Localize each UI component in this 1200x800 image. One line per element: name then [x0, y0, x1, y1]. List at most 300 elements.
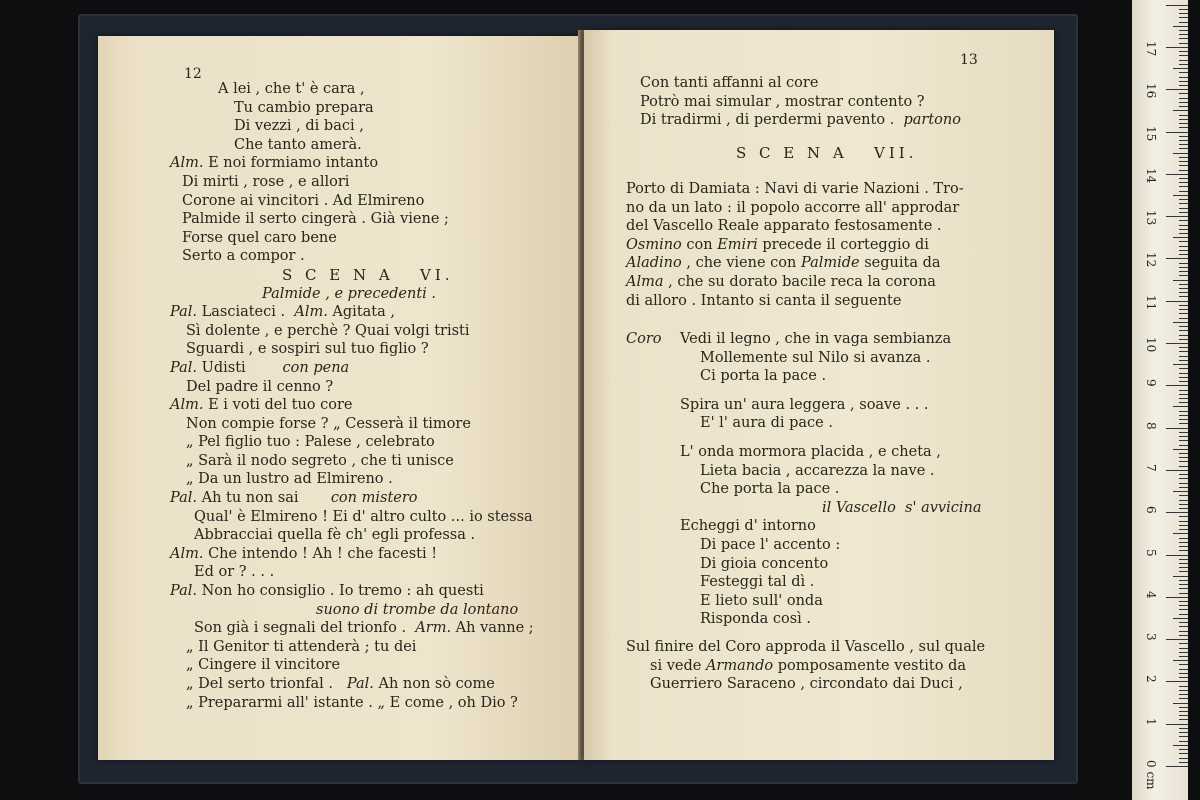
text-line — [218, 80, 534, 99]
left-page — [98, 36, 580, 760]
ruler-tick — [1179, 347, 1188, 348]
text-line — [182, 210, 534, 229]
ruler-tick — [1173, 491, 1188, 492]
speaker-name: Pal. — [170, 359, 197, 376]
ruler-tick — [1173, 322, 1188, 323]
verse-text: Mollemente sul Nilo si avanza . — [700, 349, 931, 366]
verse-text: Guerriero Saraceno , circondato dai Duci , — [650, 676, 963, 693]
ruler-tick — [1179, 677, 1188, 678]
text-line — [194, 526, 534, 545]
text-line — [700, 462, 981, 481]
ruler-tick — [1179, 601, 1188, 602]
verse-text: Corone ai vincitori . Ad Elmireno — [182, 192, 425, 209]
ruler-tick — [1179, 707, 1188, 708]
text-line — [182, 229, 534, 248]
ruler-tick — [1179, 753, 1188, 754]
verse-text: , che su dorato bacile reca la corona — [663, 273, 936, 290]
ruler-tick — [1166, 428, 1188, 429]
ruler-tick — [1179, 241, 1188, 242]
ruler-tick — [1179, 43, 1188, 44]
ruler-tick — [1179, 288, 1188, 289]
ruler-tick — [1179, 51, 1188, 52]
ruler-tick — [1166, 132, 1188, 133]
verse-text: Vedi il legno , che in vaga sembianza — [680, 331, 952, 347]
text-line — [700, 367, 981, 386]
ruler-tick — [1179, 250, 1188, 251]
text-line — [186, 452, 534, 471]
ruler-number: 12 — [1144, 252, 1158, 268]
verse-text: di alloro . Intanto si canta il seguente — [626, 292, 902, 309]
ruler-tick — [1179, 330, 1188, 331]
ruler-tick — [1173, 745, 1188, 746]
verse-text: Del padre il cenno ? — [186, 378, 334, 395]
speaker-name: Pal. — [346, 676, 374, 692]
text-line — [170, 582, 534, 601]
verse-text: Di vezzi , di baci , — [234, 118, 364, 135]
ruler-tick — [1179, 673, 1188, 674]
text-line — [170, 359, 534, 378]
stage-note: con mistero — [330, 490, 418, 507]
text-line — [626, 254, 964, 273]
text-line — [234, 99, 534, 118]
ruler-number: 14 — [1144, 167, 1158, 184]
ruler-tick — [1179, 614, 1188, 615]
ruler-tick — [1179, 546, 1188, 547]
ruler-number: 11 — [1144, 294, 1158, 310]
ruler-tick — [1179, 351, 1188, 352]
verse-text: Risponda così . — [700, 611, 812, 628]
verse-text: Non compie forse ? „ Cesserà il timore — [186, 415, 471, 432]
left-page-text — [170, 80, 534, 712]
ruler-tick — [1173, 153, 1188, 154]
ruler-tick — [1179, 656, 1188, 657]
ruler-tick — [1179, 504, 1188, 505]
verse-text: seguita da — [859, 255, 941, 272]
ruler-number: 7 — [1144, 463, 1158, 472]
chorus-label: Coro — [626, 331, 662, 347]
ruler-tick — [1179, 550, 1188, 551]
ruler-number: 15 — [1144, 125, 1158, 141]
ruler-tick — [1166, 385, 1188, 386]
ruler-tick — [1179, 98, 1188, 99]
text-line — [626, 236, 964, 255]
stage-direction — [626, 180, 964, 310]
ruler-tick — [1179, 148, 1188, 149]
verse-text: Di tradirmi , di perdermi pavento . — [640, 112, 904, 129]
verse-text: E i voti del tuo core — [203, 397, 353, 414]
ruler-tick — [1179, 571, 1188, 572]
ruler-tick — [1166, 343, 1188, 344]
ruler-tick — [1166, 766, 1188, 767]
text-line — [186, 433, 534, 452]
ruler-tick — [1179, 34, 1188, 35]
ruler-tick — [1179, 669, 1188, 670]
text-line — [194, 508, 534, 527]
ruler-number: 0 cm — [1144, 760, 1158, 790]
ruler-tick — [1166, 681, 1188, 682]
speaker-name: Alm. — [294, 304, 328, 321]
ruler-tick — [1179, 394, 1188, 395]
ruler-tick — [1179, 715, 1188, 716]
verse-text: „ Sarà il nodo segreto , che ti unisce — [186, 452, 454, 469]
ruler-tick — [1179, 38, 1188, 39]
text-line — [182, 173, 534, 192]
verse-text: Porto di Damiata : Navi di varie Nazioni . Tro- — [626, 181, 964, 197]
text-line — [186, 694, 534, 713]
ruler-tick — [1179, 483, 1188, 484]
ruler-number: 3 — [1144, 633, 1158, 641]
text-line — [170, 303, 534, 322]
ruler-tick — [1179, 246, 1188, 247]
ruler-tick — [1179, 296, 1188, 297]
text-line — [282, 266, 534, 285]
ruler-tick — [1179, 461, 1188, 462]
ruler-tick — [1179, 13, 1188, 14]
verse-text: A lei , che t' è cara , — [218, 81, 365, 97]
text-line — [680, 443, 981, 462]
ruler-tick — [1166, 301, 1188, 302]
ruler-tick — [1179, 263, 1188, 264]
text-line — [700, 610, 981, 629]
verse-text: „ Pel figlio tuo : Palese , celebrato — [186, 434, 435, 451]
ruler-tick — [1173, 110, 1188, 111]
ruler-tick — [1179, 326, 1188, 327]
character-name: Armando — [705, 657, 774, 674]
ruler-tick — [1179, 373, 1188, 374]
verse-text: Potrò mai simular , mostrar contento ? — [640, 93, 925, 110]
verse-text: del Vascello Reale apparato festosamente . — [626, 218, 942, 235]
speaker-name: Pal. — [170, 583, 197, 600]
ruler-tick — [1173, 576, 1188, 577]
character-name: Osmino — [626, 236, 682, 253]
ruler-tick — [1173, 533, 1188, 534]
text-line — [640, 74, 961, 93]
verse-text: Di gioia concento — [700, 555, 829, 572]
text-line — [650, 657, 985, 676]
verse-text: Sguardi , e sospiri sul tuo figlio ? — [186, 341, 429, 358]
ruler-tick — [1179, 119, 1188, 120]
verse-text: Ed or ? . . . — [194, 564, 275, 581]
ruler-tick — [1179, 199, 1188, 200]
ruler-tick — [1166, 174, 1188, 175]
speaker-name: Pal. — [170, 490, 197, 507]
ruler-tick — [1166, 47, 1188, 48]
verse-text: Lieta bacia , accarezza la nave . — [700, 462, 935, 479]
ruler-tick — [1179, 732, 1188, 733]
text-line — [700, 592, 981, 611]
ruler-number: 9 — [1144, 379, 1158, 387]
speaker-name: Pal. — [170, 304, 197, 321]
ruler-tick — [1179, 157, 1188, 158]
ruler-tick — [1179, 93, 1188, 94]
verse-text: Che intendo ! Ah ! che facesti ! — [203, 545, 438, 562]
verse-text: Ah non sò come — [373, 676, 495, 692]
verse-text: Sì dolente , e perchè ? Quai volgi tristi — [186, 322, 470, 339]
ruler-tick — [1179, 529, 1188, 530]
text-line — [316, 601, 534, 620]
verse-text: , che viene con — [681, 255, 801, 272]
ruler-tick — [1166, 639, 1188, 640]
verse-text: Ah tu non sai — [197, 490, 331, 507]
ruler-tick — [1173, 703, 1188, 704]
verse-text: Palmide , e precedenti . — [262, 285, 437, 302]
ruler-tick — [1179, 440, 1188, 441]
ruler-tick — [1179, 267, 1188, 268]
ruler-tick — [1179, 123, 1188, 124]
ruler-tick — [1166, 555, 1188, 556]
ruler-tick — [1179, 60, 1188, 61]
text-line — [700, 480, 981, 499]
text-line — [262, 285, 534, 304]
page-number-right: 13 — [960, 52, 978, 68]
verse-text: „ Da un lustro ad Elmireno . — [186, 471, 393, 488]
ruler-tick — [1179, 30, 1188, 31]
ruler-tick — [1179, 402, 1188, 403]
stage-note: con pena — [282, 359, 350, 376]
text-line — [700, 349, 981, 368]
ruler-tick — [1166, 470, 1188, 471]
ruler-tick — [1179, 305, 1188, 306]
verse-text: E noi formiamo intanto — [203, 155, 379, 172]
ruler-tick — [1173, 280, 1188, 281]
ruler-tick — [1179, 254, 1188, 255]
ruler-tick — [1179, 339, 1188, 340]
closing-stage-direction — [626, 638, 985, 694]
ruler-tick — [1179, 182, 1188, 183]
verse-text: Festeggi tal dì . — [700, 574, 815, 591]
text-line — [680, 330, 981, 349]
ruler-tick — [1166, 89, 1188, 90]
ruler-tick — [1179, 457, 1188, 458]
ruler-tick — [1179, 360, 1188, 361]
ruler-tick — [1166, 724, 1188, 725]
verse-text: Ah vanne ; — [451, 620, 534, 637]
ruler-tick — [1179, 626, 1188, 627]
ruler-number: 8 — [1144, 421, 1158, 430]
verse-text: precede il corteggio di — [757, 236, 929, 253]
ruler-tick — [1179, 127, 1188, 128]
speaker-name: Alm. — [170, 397, 204, 414]
ruler-tick — [1179, 453, 1188, 454]
ruler-tick — [1179, 381, 1188, 382]
right-page — [584, 30, 1054, 760]
ruler-tick — [1173, 618, 1188, 619]
ruler-tick — [1179, 652, 1188, 653]
ruler-tick — [1179, 17, 1188, 18]
text-line — [194, 619, 534, 638]
ruler-tick — [1179, 741, 1188, 742]
text-line — [186, 470, 534, 489]
ruler-tick — [1179, 292, 1188, 293]
ruler-tick — [1179, 275, 1188, 276]
text-line — [640, 93, 961, 112]
ruler-tick — [1179, 478, 1188, 479]
ruler-tick — [1179, 694, 1188, 695]
ruler-tick — [1179, 411, 1188, 412]
ruler-tick — [1179, 161, 1188, 162]
ruler-tick — [1173, 26, 1188, 27]
ruler-tick — [1179, 500, 1188, 501]
ruler-tick — [1179, 220, 1188, 221]
text-line — [626, 199, 964, 218]
page-number-left: 12 — [184, 66, 202, 82]
ruler-tick — [1179, 521, 1188, 522]
verse-text: Ci porta la pace . — [700, 368, 827, 385]
verse-text: „ Cingere il vincitore — [186, 657, 341, 674]
ruler-tick — [1179, 178, 1188, 179]
ruler-number: 16 — [1144, 83, 1158, 99]
verse-text: Lasciateci . — [197, 304, 295, 321]
measuring-ruler — [1132, 0, 1188, 800]
speaker-name: Alm. — [170, 155, 204, 172]
ruler-tick — [1179, 140, 1188, 141]
verse-text: Che tanto amerà. — [234, 136, 362, 153]
verse-text: Serto a compor . — [182, 248, 305, 265]
ruler-number: 6 — [1144, 506, 1158, 514]
ruler-tick — [1179, 436, 1188, 437]
text-line — [170, 489, 534, 508]
text-line — [700, 555, 981, 574]
ruler-tick — [1179, 567, 1188, 568]
verse-text: Tu cambio prepara — [234, 99, 374, 116]
text-line — [186, 340, 534, 359]
ruler-tick — [1179, 711, 1188, 712]
ruler-tick — [1179, 368, 1188, 369]
ruler-tick — [1179, 762, 1188, 763]
ruler-tick — [1179, 72, 1188, 73]
verse-text: Agitata , — [327, 304, 395, 321]
ruler-tick — [1179, 81, 1188, 82]
ruler-tick — [1166, 5, 1188, 6]
ruler-tick — [1179, 749, 1188, 750]
text-line — [700, 573, 981, 592]
verse-text: Con tanti affanni al core — [640, 75, 819, 91]
ruler-tick — [1179, 144, 1188, 145]
ruler-tick — [1179, 136, 1188, 137]
verse-text: Che porta la pace . — [700, 481, 840, 498]
ruler-tick — [1179, 377, 1188, 378]
ruler-tick — [1179, 495, 1188, 496]
ruler-tick — [1179, 686, 1188, 687]
ruler-number: 10 — [1144, 337, 1158, 353]
verse-text: Sul finire del Coro approda il Vascello , sul quale — [626, 639, 986, 655]
verse-text: „ Del serto trionfal . — [186, 676, 347, 692]
ruler-tick — [1179, 728, 1188, 729]
ruler-tick — [1179, 643, 1188, 644]
character-name: Alma — [626, 273, 664, 290]
ruler-tick — [1179, 9, 1188, 10]
ruler-tick — [1179, 212, 1188, 213]
ruler-tick — [1179, 563, 1188, 564]
ruler-tick — [1166, 216, 1188, 217]
text-line — [234, 136, 534, 155]
ruler-number: 1 — [1144, 717, 1158, 726]
verse-text: Di pace l' accento : — [700, 536, 841, 553]
ruler-tick — [1179, 584, 1188, 585]
verse-text: E lieto sull' onda — [700, 592, 823, 609]
ruler-tick — [1179, 102, 1188, 103]
chorus-verses — [626, 330, 982, 628]
ruler-tick — [1179, 423, 1188, 424]
text-line — [186, 675, 534, 694]
ruler-tick — [1179, 356, 1188, 357]
verse-text: „ Prepararmi all' istante . „ E come , oh Dio ? — [186, 694, 518, 711]
ruler-tick — [1179, 64, 1188, 65]
ruler-tick — [1173, 68, 1188, 69]
text-line — [234, 117, 534, 136]
verse-text: Udisti — [197, 359, 283, 376]
ruler-tick — [1179, 559, 1188, 560]
ruler-tick — [1179, 284, 1188, 285]
ruler-tick — [1179, 432, 1188, 433]
text-line — [186, 322, 534, 341]
ruler-tick — [1179, 538, 1188, 539]
ruler-tick — [1179, 208, 1188, 209]
verse-text: Spira un' aura leggera , soave . . . — [680, 396, 929, 413]
verse-text: Qual' è Elmireno ! Ei d' altro culto ... io stessa — [194, 508, 533, 525]
ruler-tick — [1179, 580, 1188, 581]
text-line — [650, 675, 985, 694]
ruler-tick — [1179, 474, 1188, 475]
ruler-tick — [1179, 525, 1188, 526]
ruler-tick — [1179, 233, 1188, 234]
text-line — [186, 378, 534, 397]
text-line — [186, 656, 534, 675]
text-line — [822, 499, 981, 518]
ruler-tick — [1179, 318, 1188, 319]
ruler-number: 4 — [1144, 590, 1158, 599]
verse-text: L' onda mormora placida , e cheta , — [680, 443, 941, 460]
text-line — [626, 292, 964, 311]
ruler-tick — [1179, 77, 1188, 78]
ruler-tick — [1179, 631, 1188, 632]
ruler-tick — [1179, 191, 1188, 192]
text-line — [626, 180, 964, 199]
ruler-tick — [1179, 609, 1188, 610]
text-line — [640, 111, 961, 130]
verse-text: E' l' aura di pace . — [700, 415, 833, 432]
ruler-tick — [1166, 512, 1188, 513]
scene-heading: S C E N A VII. — [736, 144, 918, 162]
text-line — [170, 396, 534, 415]
ruler-tick — [1179, 313, 1188, 314]
verse-text: con — [681, 236, 718, 253]
stage-note: il Vascello s' avvicina — [822, 499, 982, 516]
ruler-number: 17 — [1144, 40, 1158, 57]
ruler-tick — [1179, 390, 1188, 391]
text-line — [626, 217, 964, 236]
verse-text: Echeggi d' intorno — [680, 518, 816, 535]
ruler-tick — [1179, 55, 1188, 56]
ruler-tick — [1173, 195, 1188, 196]
text-line — [626, 638, 985, 657]
character-name: Aladino — [626, 255, 682, 272]
scene-heading: S C E N A VI. — [282, 265, 454, 284]
speaker-name: Arm. — [415, 620, 452, 637]
ruler-tick — [1179, 170, 1188, 171]
ruler-tick — [1179, 271, 1188, 272]
ruler-tick — [1179, 309, 1188, 310]
ruler-tick — [1179, 690, 1188, 691]
verse-text: no da un lato : il popolo accorre all' approdar — [626, 199, 960, 216]
ruler-tick — [1179, 419, 1188, 420]
text-line — [170, 154, 534, 173]
verse-text: pomposamente vestito da — [773, 657, 967, 674]
ruler-tick — [1179, 736, 1188, 737]
character-name: Palmide — [800, 255, 860, 272]
ruler-tick — [1179, 542, 1188, 543]
ruler-tick — [1179, 165, 1188, 166]
